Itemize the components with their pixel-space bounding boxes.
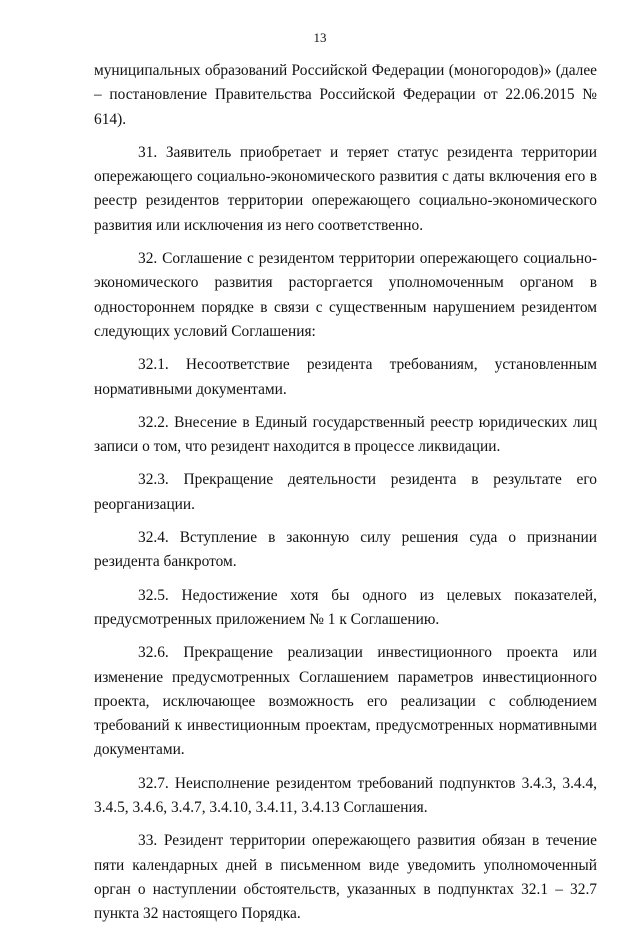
- page-number: 13: [313, 30, 327, 45]
- paragraph-32-5: 32.5. Недостижение хотя бы одного из целевых показателей, предусмотренных приложением № 1 к Соглашению.: [94, 586, 597, 628]
- paragraph-32-1: 32.1. Несоответствие резидента требованиям, установленным нормативными документами.: [94, 356, 597, 398]
- paragraph-continuation: муниципальных образований Российской Федерации (моногородов)» (далее – постановление Правительства Российской Федерации от 22.06.2015 № 614).: [94, 62, 597, 128]
- paragraph-32-4: 32.4. Вступление в законную силу решения суда о признании резидента банкротом.: [94, 529, 597, 571]
- paragraph-33: 33. Резидент территории опережающего развития обязан в течение пяти календарных дней в письменном виде уведомить уполномоченный орган о наступлении обстоятельств, указанных в подпунктах 32.1 – 32.7 пункта 32 настоящего Порядка.: [94, 832, 597, 923]
- paragraph-32-3: 32.3. Прекращение деятельности резидента в результате его реорганизации.: [94, 471, 597, 513]
- paragraph-31: 31. Заявитель приобретает и теряет статус резидента территории опережающего социально-экономического развития с даты включения его в реестр резидентов территории опережающего социально-экономического развития или исключения из него соответственно.: [94, 143, 597, 234]
- paragraph-32-2: 32.2. Внесение в Единый государственный реестр юридических лиц записи о том, что резидент находится в процессе ликвидации.: [94, 413, 597, 456]
- paragraph-32-6: 32.6. Прекращение реализации инвестиционного проекта или изменение предусмотренных Соглашением параметров инвестиционного проекта, исключающее возможность его реализации с соблюдением требований к инвестиционным проектам, предусмотренных нормативными документами.: [94, 644, 597, 759]
- paragraph-32-7: 32.7. Неисполнение резидентом требований подпунктов 3.4.3, 3.4.4, 3.4.5, 3.4.6, 3.4.7, 3.4.10, 3.4.11, 3.4.13 Соглашения.: [94, 774, 597, 817]
- document-body: [94, 59, 597, 936]
- paragraph-32: 32. Соглашение с резидентом территории опережающего социально-экономического развития расторгается уполномоченным органом в одностороннем порядке в связи с существенным нарушением резидентом следующих условий Соглашения:: [94, 250, 597, 340]
